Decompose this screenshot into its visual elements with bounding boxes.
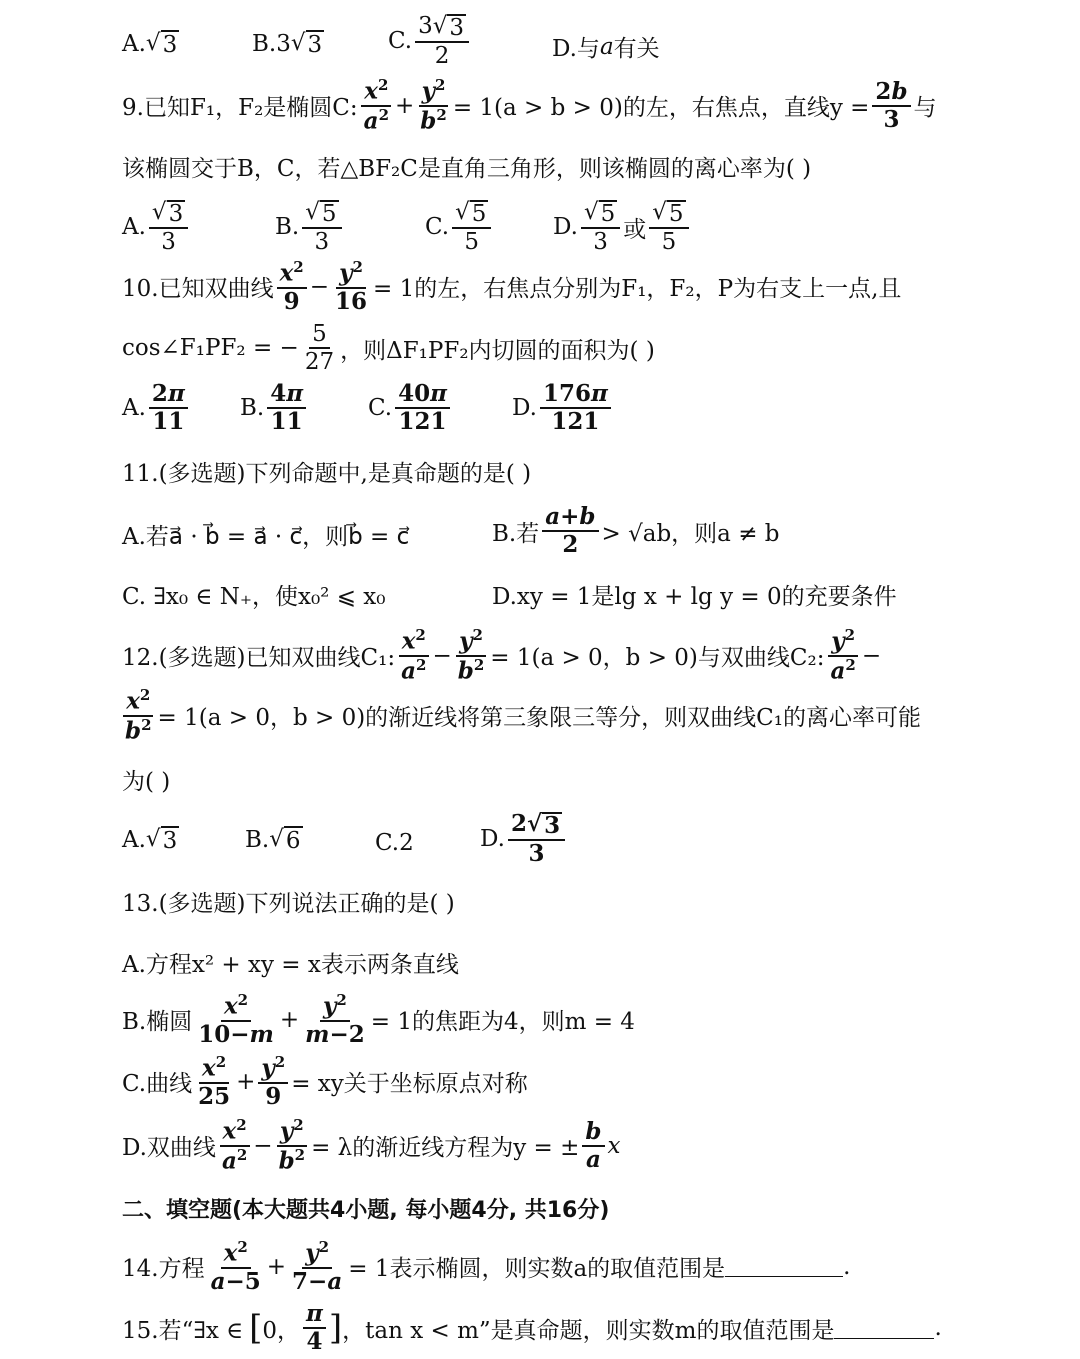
q8-option-a: A. √ 3 xyxy=(122,30,178,58)
q8-option-c: C. 3√ 3 2 xyxy=(388,14,472,68)
q11-option-d: D.xy = 1是lg x + lg y = 0的充要条件 xyxy=(492,584,897,610)
q13-option-c: C.曲线 $\frac{x^2}{25}$ + $\frac{y^2}{9}$ = xy关于坐标原点对称 xyxy=(122,1053,528,1110)
q12-option-a: A. √ 3 xyxy=(122,826,178,854)
q9-option-b: B. √ 5 3 xyxy=(275,200,345,254)
q13-stem: 13.(多选题)下列说法正确的是( ) xyxy=(122,891,455,917)
q13-option-b: B.椭圆 $\frac{x^2}{10-m}$ + $\frac{y^2}{m-2}$ = 1的焦距为4，则m = 4 xyxy=(122,991,635,1048)
q12-stem-line1: 12.(多选题)已知双曲线C₁: $\frac{x^2}{a^2}$ − $\frac{y^2}{b^2}$ = 1(a > 0，b > 0)与双曲线C₂: $\frac{y^2}{a^2}$ − xyxy=(122,626,882,685)
q13-option-a: A.方程x² + xy = x表示两条直线 xyxy=(122,952,459,978)
q9-option-c: C. √ 5 5 xyxy=(425,200,494,254)
q12-option-c: C.2 xyxy=(375,830,414,856)
q11-option-c: C. ∃x₀ ∈ N₊，使x₀² ⩽ x₀ xyxy=(122,584,386,610)
q9-option-a: A. √ 3 3 xyxy=(122,200,191,254)
section-heading: 二、填空题(本大题共4小题, 每小题4分, 共16分) xyxy=(122,1198,610,1223)
q10-stem-line1: 10.已知双曲线 $\frac{x^2}{9}$ − $\frac{y^2}{16}$ = 1的左，右焦点分别为F₁，F₂，P为右支上一点,且 xyxy=(122,258,902,315)
q15-answer-blank[interactable] xyxy=(834,1318,934,1339)
q12-option-d: D. 2√ 3 3 xyxy=(480,812,568,866)
q12-stem-line2: $\frac{x^2}{b^2}$ = 1(a > 0，b > 0)的渐近线将第三象限三等分，则双曲线C₁的离心率可能 xyxy=(125,686,922,745)
q12-option-b: B. √ 6 xyxy=(245,826,301,854)
q11-option-b: B.若 $\frac{a+b}{2}$ > √ab，则a ≠ b xyxy=(492,503,780,559)
q14-stem: 14.方程 $\frac{x^2}{a-5}$ + $\frac{y^2}{7-a}$ = 1表示椭圆，则实数a的取值范围是 . xyxy=(122,1238,851,1295)
q8-option-b: B. 3 √ 3 xyxy=(252,30,323,58)
q10-option-d: D. $\frac{176\pi}{121}$ xyxy=(512,382,614,434)
q9-option-d: D. √ 5 3 或 √ 5 5 xyxy=(553,200,692,254)
q14-answer-blank[interactable] xyxy=(725,1256,843,1277)
q10-option-a: A. $\frac{2\pi}{11}$ xyxy=(122,382,191,434)
q9-stem-line2: 该椭圆交于B，C，若△BF₂C是直角三角形，则该椭圆的离心率为( ) xyxy=(122,156,812,182)
q10-stem-line2: cos∠F₁PF₂ = − $\frac{5}{27}$ ，则ΔF₁PF₂内切圆的面积为( ) xyxy=(122,321,655,376)
q10-option-b: B. $\frac{4\pi}{11}$ xyxy=(240,382,309,434)
q11-option-a: A.若a⃗ · b⃗ = a⃗ · c⃗，则b⃗ = c⃗ xyxy=(122,524,410,550)
q10-option-c: C. $\frac{40\pi}{121}$ xyxy=(368,382,453,434)
q8-option-d: D.与 a 有关 xyxy=(552,33,660,62)
q9-stem-line1: 9.已知F₁，F₂是椭圆C: $\frac{x^2}{a^2}$ + $\frac{y^2}{b^2}$ = 1(a > b > 0)的左，右焦点，直线y = $\frac{2b}{3}$ 与 xyxy=(122,76,937,135)
q13-option-d: D.双曲线 $\frac{x^2}{a^2}$ − $\frac{y^2}{b^2}$ = λ的渐近线方程为y = ± $\frac{b}{a}$ x xyxy=(122,1116,621,1175)
q12-stem-line3: 为( ) xyxy=(122,769,171,795)
q15-stem: 15.若“∃x ∈ [ 0， $\frac{\pi}{4}$ ] ，tan x < m”是真命题，则实数m的取值范围是 . xyxy=(122,1300,942,1356)
q11-stem: 11.(多选题)下列命题中,是真命题的是( ) xyxy=(122,461,532,487)
